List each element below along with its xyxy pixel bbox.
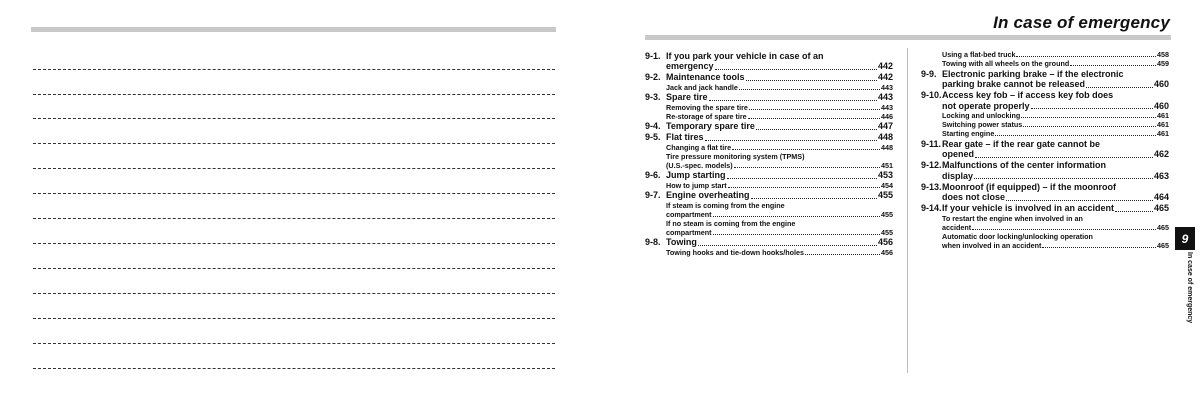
toc-section-number: 9-1.: [645, 50, 661, 61]
left-page-header-bar: [31, 27, 556, 32]
chapter-side-label: In case of emergency: [1186, 252, 1193, 324]
toc-entry-title: Jack and jack handle: [666, 82, 738, 92]
toc-subsection-entry[interactable]: [645, 248, 893, 257]
toc-page-number: 456: [881, 247, 893, 257]
toc-entry-title: Spare tire: [666, 92, 708, 102]
toc-entry-title: How to jump start: [666, 180, 727, 190]
toc-page-number: 460: [1153, 100, 1169, 111]
toc-entry-title: not operate properly: [942, 100, 1030, 111]
toc-leader-dots: [1006, 200, 1153, 201]
toc-subsection-entry[interactable]: [921, 232, 1169, 250]
toc-page-number: 451: [881, 160, 893, 170]
note-line: [33, 318, 555, 319]
toc-page-number: 465: [1153, 203, 1169, 213]
toc-entry-title: Moonroof (if equipped) – if the moonroof: [942, 181, 1116, 192]
toc-leader-dots: [705, 140, 877, 141]
toc-subsection-entry[interactable]: [645, 181, 893, 190]
toc-page-number: 447: [877, 121, 893, 131]
toc-subsection-entry[interactable]: [645, 152, 893, 170]
toc-leader-dots: [713, 216, 880, 217]
toc-section-entry[interactable]: [645, 92, 893, 103]
toc-leader-dots: [995, 135, 1156, 136]
toc-subsection-entry[interactable]: [921, 120, 1169, 129]
note-line: [33, 168, 555, 169]
toc-section-entry[interactable]: [921, 69, 1169, 90]
toc-page-number: 453: [877, 170, 893, 180]
right-page-header-bar: [645, 35, 1171, 40]
note-line: [33, 94, 555, 95]
toc-page-number: 460: [1153, 79, 1169, 89]
toc-page-number: 455: [877, 190, 893, 200]
toc-entry-title: Re-storage of spare tire: [666, 111, 747, 121]
toc-subsection-entry[interactable]: [921, 129, 1169, 138]
toc-entry-title: Maintenance tools: [666, 72, 745, 82]
toc-section-entry[interactable]: [921, 203, 1169, 214]
toc-leader-dots: [749, 109, 880, 110]
toc-entry-title: compartment: [666, 209, 712, 219]
toc-section-entry[interactable]: [645, 132, 893, 143]
toc-leader-dots: [739, 89, 880, 90]
toc-entry-title: compartment: [666, 227, 712, 237]
toc-section-entry[interactable]: [921, 160, 1169, 181]
toc-entry-title: Access key fob – if access key fob does: [942, 90, 1114, 100]
toc-leader-dots: [1115, 211, 1153, 212]
toc-section-number: 9-5.: [645, 132, 661, 142]
toc-entry-title: If your vehicle is involved in an accident: [942, 203, 1115, 213]
toc-entry-title: Towing: [666, 237, 697, 247]
toc-entry-title: To restart the engine when involved in an: [942, 213, 1083, 223]
toc-page-number: 465: [1157, 240, 1169, 250]
note-line: [33, 343, 555, 344]
toc-section-entry[interactable]: [645, 51, 893, 72]
toc-leader-dots: [748, 118, 880, 119]
toc-subsection-entry[interactable]: [921, 59, 1169, 68]
toc-page-number: 465: [1157, 222, 1169, 232]
toc-section-number: 9-14.: [921, 203, 942, 213]
toc-leader-dots: [715, 69, 877, 70]
toc-entry-title: Changing a flat tire: [666, 142, 732, 152]
chapter-tab[interactable]: [1175, 227, 1195, 250]
toc-entry-title: Flat tires: [666, 132, 704, 142]
note-line: [33, 193, 555, 194]
toc-entry-title: emergency: [666, 61, 714, 71]
toc-section-number: 9-8.: [645, 237, 661, 247]
toc-entry-title: Removing the spare tire: [666, 102, 748, 112]
toc-page-number: 462: [1153, 149, 1169, 159]
toc-leader-dots: [727, 178, 877, 179]
toc-entry-title: Starting engine: [942, 129, 995, 138]
toc-page-number: 442: [877, 72, 893, 82]
toc-section-entry[interactable]: [645, 190, 893, 201]
toc-page-number: 456: [877, 237, 893, 247]
toc-page-number: 461: [1157, 120, 1169, 129]
toc-entry-title: (U.S.-spec. models): [666, 160, 733, 170]
note-line: [33, 143, 555, 144]
toc-page-number: 448: [881, 142, 893, 152]
toc-leader-dots: [746, 80, 877, 81]
toc-section-number: 9-11.: [921, 138, 942, 149]
toc-leader-dots: [1042, 247, 1156, 248]
toc-section-number: 9-6.: [645, 170, 661, 180]
toc-subsection-entry[interactable]: [645, 219, 893, 237]
note-line: [33, 368, 555, 369]
toc-entry-title: Rear gate – if the rear gate cannot be: [942, 138, 1101, 149]
toc-leader-dots: [974, 178, 1153, 179]
toc-subsection-entry[interactable]: [645, 143, 893, 152]
toc-entry-title: Electronic parking brake – if the electronic: [942, 68, 1124, 79]
toc-entry-title: Switching power status: [942, 120, 1023, 129]
toc-subsection-entry[interactable]: [921, 111, 1169, 120]
toc-leader-dots: [805, 254, 880, 255]
toc-section-entry[interactable]: [645, 237, 893, 248]
toc-leader-dots: [756, 129, 877, 130]
toc-page-number: 446: [881, 111, 893, 121]
note-line: [33, 69, 555, 70]
toc-subsection-entry[interactable]: [645, 112, 893, 121]
toc-section-entry[interactable]: [645, 72, 893, 83]
toc-page-number: 459: [1157, 59, 1169, 68]
toc-leader-dots: [1021, 117, 1156, 118]
toc-page-number: 443: [881, 82, 893, 92]
toc-section-entry[interactable]: [921, 139, 1169, 160]
toc-section-number: 9-7.: [645, 190, 661, 200]
toc-entry-title: opened: [942, 149, 975, 159]
toc-entry-title: Temporary spare tire: [666, 121, 755, 131]
toc-page-number: 464: [1153, 192, 1169, 202]
toc-entry-title: Jump starting: [666, 170, 726, 180]
toc-subsection-entry[interactable]: [645, 103, 893, 112]
toc-page-number: 448: [877, 132, 893, 142]
toc-page-number: 455: [881, 227, 893, 237]
toc-leader-dots: [698, 245, 877, 246]
toc-section-entry[interactable]: [921, 182, 1169, 203]
toc-entry-title: display: [942, 170, 974, 181]
toc-section-number: 9-3.: [645, 92, 661, 102]
toc-entry-title: If you park your vehicle in case of an: [666, 50, 824, 61]
toc-page-number: 454: [881, 180, 893, 190]
toc-entry-title: Engine overheating: [666, 190, 750, 200]
toc-section-number: 9-4.: [645, 121, 661, 131]
toc-entry-title: Towing hooks and tie-down hooks/holes: [666, 247, 805, 257]
toc-section-entry[interactable]: [645, 121, 893, 132]
toc-leader-dots: [751, 198, 877, 199]
toc-entry-title: Malfunctions of the center information: [942, 160, 1107, 170]
toc-entry-title: If no steam is coming from the engine: [666, 218, 796, 228]
toc-subsection-entry[interactable]: [645, 201, 893, 219]
toc-subsection-entry[interactable]: [645, 83, 893, 92]
toc-section-number: 9-13.: [921, 181, 942, 192]
toc-page-number: 443: [877, 92, 893, 102]
toc-leader-dots: [728, 187, 880, 188]
toc-entry-title: Locking and unlocking: [942, 111, 1021, 120]
note-line: [33, 218, 555, 219]
toc-leader-dots: [713, 234, 880, 235]
toc-page-number: 442: [877, 61, 893, 71]
note-line: [33, 118, 555, 119]
toc-entry-title: Using a flat-bed truck: [942, 50, 1016, 59]
toc-leader-dots: [1031, 108, 1153, 109]
toc-section-number: 9-2.: [645, 72, 661, 82]
toc-entry-title: Towing with all wheels on the ground: [942, 59, 1070, 68]
toc-leader-dots: [975, 157, 1153, 158]
toc-leader-dots: [1023, 126, 1156, 127]
toc-section-number: 9-9.: [921, 68, 937, 79]
toc-subsection-entry[interactable]: [921, 214, 1169, 232]
toc-section-entry[interactable]: [645, 170, 893, 181]
toc-entry-title: If steam is coming from the engine: [666, 200, 785, 210]
toc-page-number: 463: [1153, 170, 1169, 181]
toc-page-number: 458: [1157, 50, 1169, 59]
toc-leader-dots: [734, 167, 880, 168]
toc-page-number: 443: [881, 102, 893, 112]
toc-entry-title: Automatic door locking/unlocking operation: [942, 231, 1093, 241]
toc-entry-title: parking brake cannot be released: [942, 79, 1086, 89]
toc-column-left: [645, 50, 893, 257]
chapter-title: In case of emergency: [993, 13, 1170, 32]
column-divider: [907, 48, 908, 373]
toc-entry-title: when involved in an accident: [942, 240, 1042, 250]
toc-entry-title: Tire pressure monitoring system (TPMS): [666, 151, 805, 161]
chapter-tab-number: 9: [1181, 231, 1189, 246]
toc-section-number: 9-10.: [921, 90, 942, 100]
toc-section-number: 9-12.: [921, 160, 942, 170]
toc-leader-dots: [709, 100, 877, 101]
toc-leader-dots: [972, 229, 1156, 230]
toc-leader-dots: [1070, 65, 1156, 66]
note-line: [33, 243, 555, 244]
toc-page-number: 455: [881, 209, 893, 219]
toc-leader-dots: [732, 149, 880, 150]
toc-page-number: 461: [1157, 111, 1169, 120]
toc-section-entry[interactable]: [921, 90, 1169, 111]
toc-subsection-entry[interactable]: [921, 50, 1169, 59]
toc-entry-title: does not close: [942, 192, 1006, 202]
toc-column-right: [921, 50, 1169, 250]
note-line: [33, 268, 555, 269]
note-line: [33, 293, 555, 294]
toc-leader-dots: [1086, 87, 1153, 88]
toc-page-number: 461: [1157, 129, 1169, 138]
toc-entry-title: accident: [942, 222, 972, 232]
toc-leader-dots: [1016, 56, 1156, 57]
